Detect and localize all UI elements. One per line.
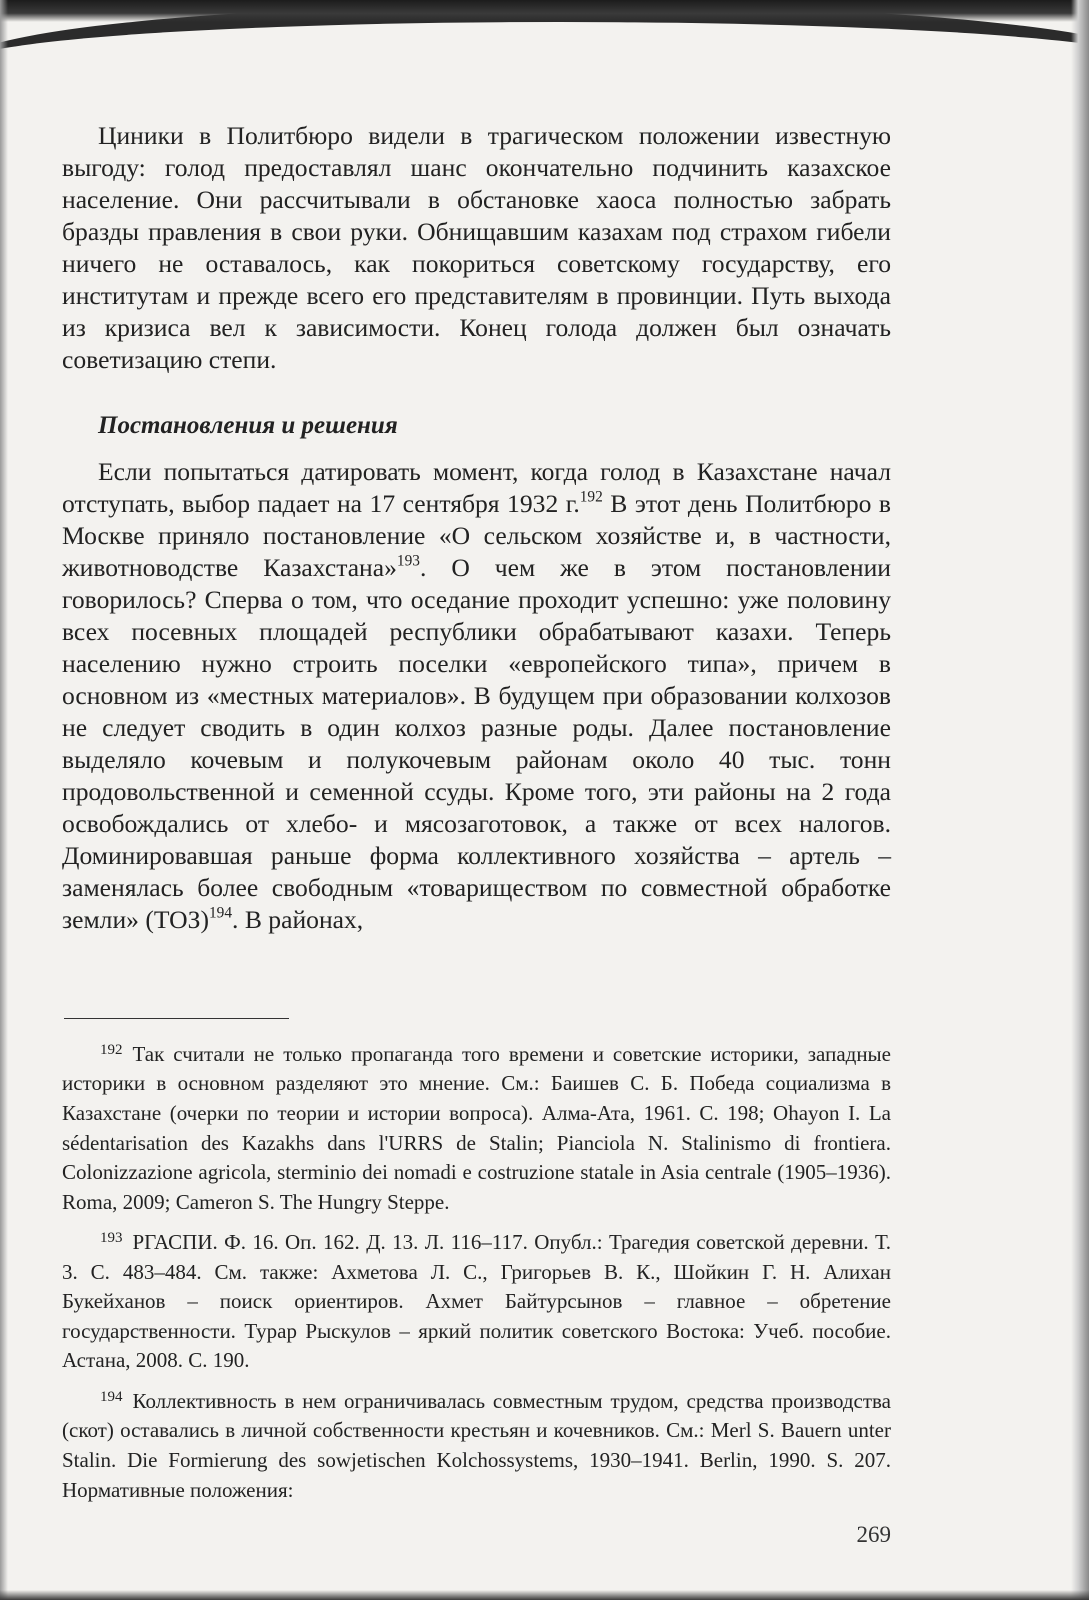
footnote-number: 194 [100,1389,123,1406]
scan-shadow-top [0,0,1089,22]
footnote [62,1224,891,1376]
footnote-number: 193 [100,1230,123,1247]
paragraph-2-part-2: В этот день Политбюро в Москве приняло постановление «О сельском хозяйстве и, в частности, животноводстве Казахстана» [62,489,891,582]
footnote-text: Коллективность в нем ограничивалась совместным трудом, средства производства (скот) оставались в личной собственности крестьян и кочевников. См.: Merl S. Bauern unter Stalin. Die Formierung des sowjetischen Kolchossystems, 1930–1941. Berlin, 1990. S. 207. Нормативные положения: [62,1388,891,1502]
main-text [62,120,891,936]
footnote-divider [64,1018,289,1019]
paragraph-1: Циники в Политбюро видели в трагическом положении известную выгоду: голод предоставлял шанс окончательно подчинить казахское население. Они рассчитывали в обстановке хаоса полностью забрать бразды правления в свои руки. Обнищавшим казахам под страхом гибели ничего не оставалось, как покориться советскому государству, его институтам и прежде всего его представителям в провинции. Путь выхода из кризиса вел к зависимости. Конец голода должен был означать советизацию степи. [62,121,891,374]
footnote-text: Так считали не только пропаганда того времени и советские историки, западные историки в основном разделяют это мнение. См.: Баишев С. Б. Победа социализма в Казахстане (очерки по теории и истории вопроса). Алма-Ата, 1961. С. 198; Ohayon I. La sédentarisation des Kazakhs dans l'URRS de Stalin; Pianciola N. Stalinismo di frontiera. Colonizzazione agricola, sterminio dei nomadi e costruzione statale in Asia centrale (1905–1936). Roma, 2009; Cameron S. The Hungry Steppe. [62,1041,891,1214]
page-number: 269 [856,1522,891,1547]
footnotes [62,1036,891,1512]
footnote-ref-193: 193 [396,552,420,570]
paragraph-2-part-4: . В районах, [232,905,364,934]
footnote-text: РГАСПИ. Ф. 16. Оп. 162. Д. 13. Л. 116–117. Опубл.: Трагедия советской деревни. Т. 3. С. 483–484. См. также: Ахметова Л. С., Григорьев В. К., Шойкин Г. Н. Алихан Букейханов – поиск ориентиров. Ахмет Байтурсынов – главное – обретение государственности. Турар Рыскулов – яркий политик советского Востока: Учеб. пособие. Астана, 2008. С. 190. [62,1230,891,1373]
scan-shadow-right [1071,0,1089,1600]
paragraph-2-part-1: Если попытаться датировать момент, когда голод в Казахстане начал отступать, выбор падает на 17 сентября 1932 г. [62,457,891,518]
footnote [62,1036,891,1217]
scan-shadow-left [0,0,8,1600]
scan-shadow-bottom [0,1590,1089,1600]
footnote-ref-192: 192 [579,488,603,506]
footnote-number: 192 [100,1042,123,1058]
footnote [62,1383,891,1505]
paragraph-2 [62,456,891,936]
paragraph-2-part-3: . О чем же в этом постановлении говорилось? Сперва о том, что оседание проходит успешно: уже половину всех посевных площадей республики обрабатывают казахи. Теперь населению нужно строить поселки «европейского типа», причем в основном из «местных материалов». В будущем при образовании колхозов не следует сводить в один колхоз разные роды. Далее постановление выделяло кочевым и полукочевым районам около 40 тыс. тонн продовольственной и семенной ссуды. Кроме того, эти районы на 2 года освобождались от хлебо- и мясозаготовок, а также от всех налогов. Доминировавшая раньше форма коллективного хозяйства – артель – заменялась более свободным «товариществом по совместной обработке земли» (ТОЗ) [62,553,891,934]
footnote-ref-194: 194 [208,904,233,922]
section-heading: Постановления и решения [98,412,398,439]
